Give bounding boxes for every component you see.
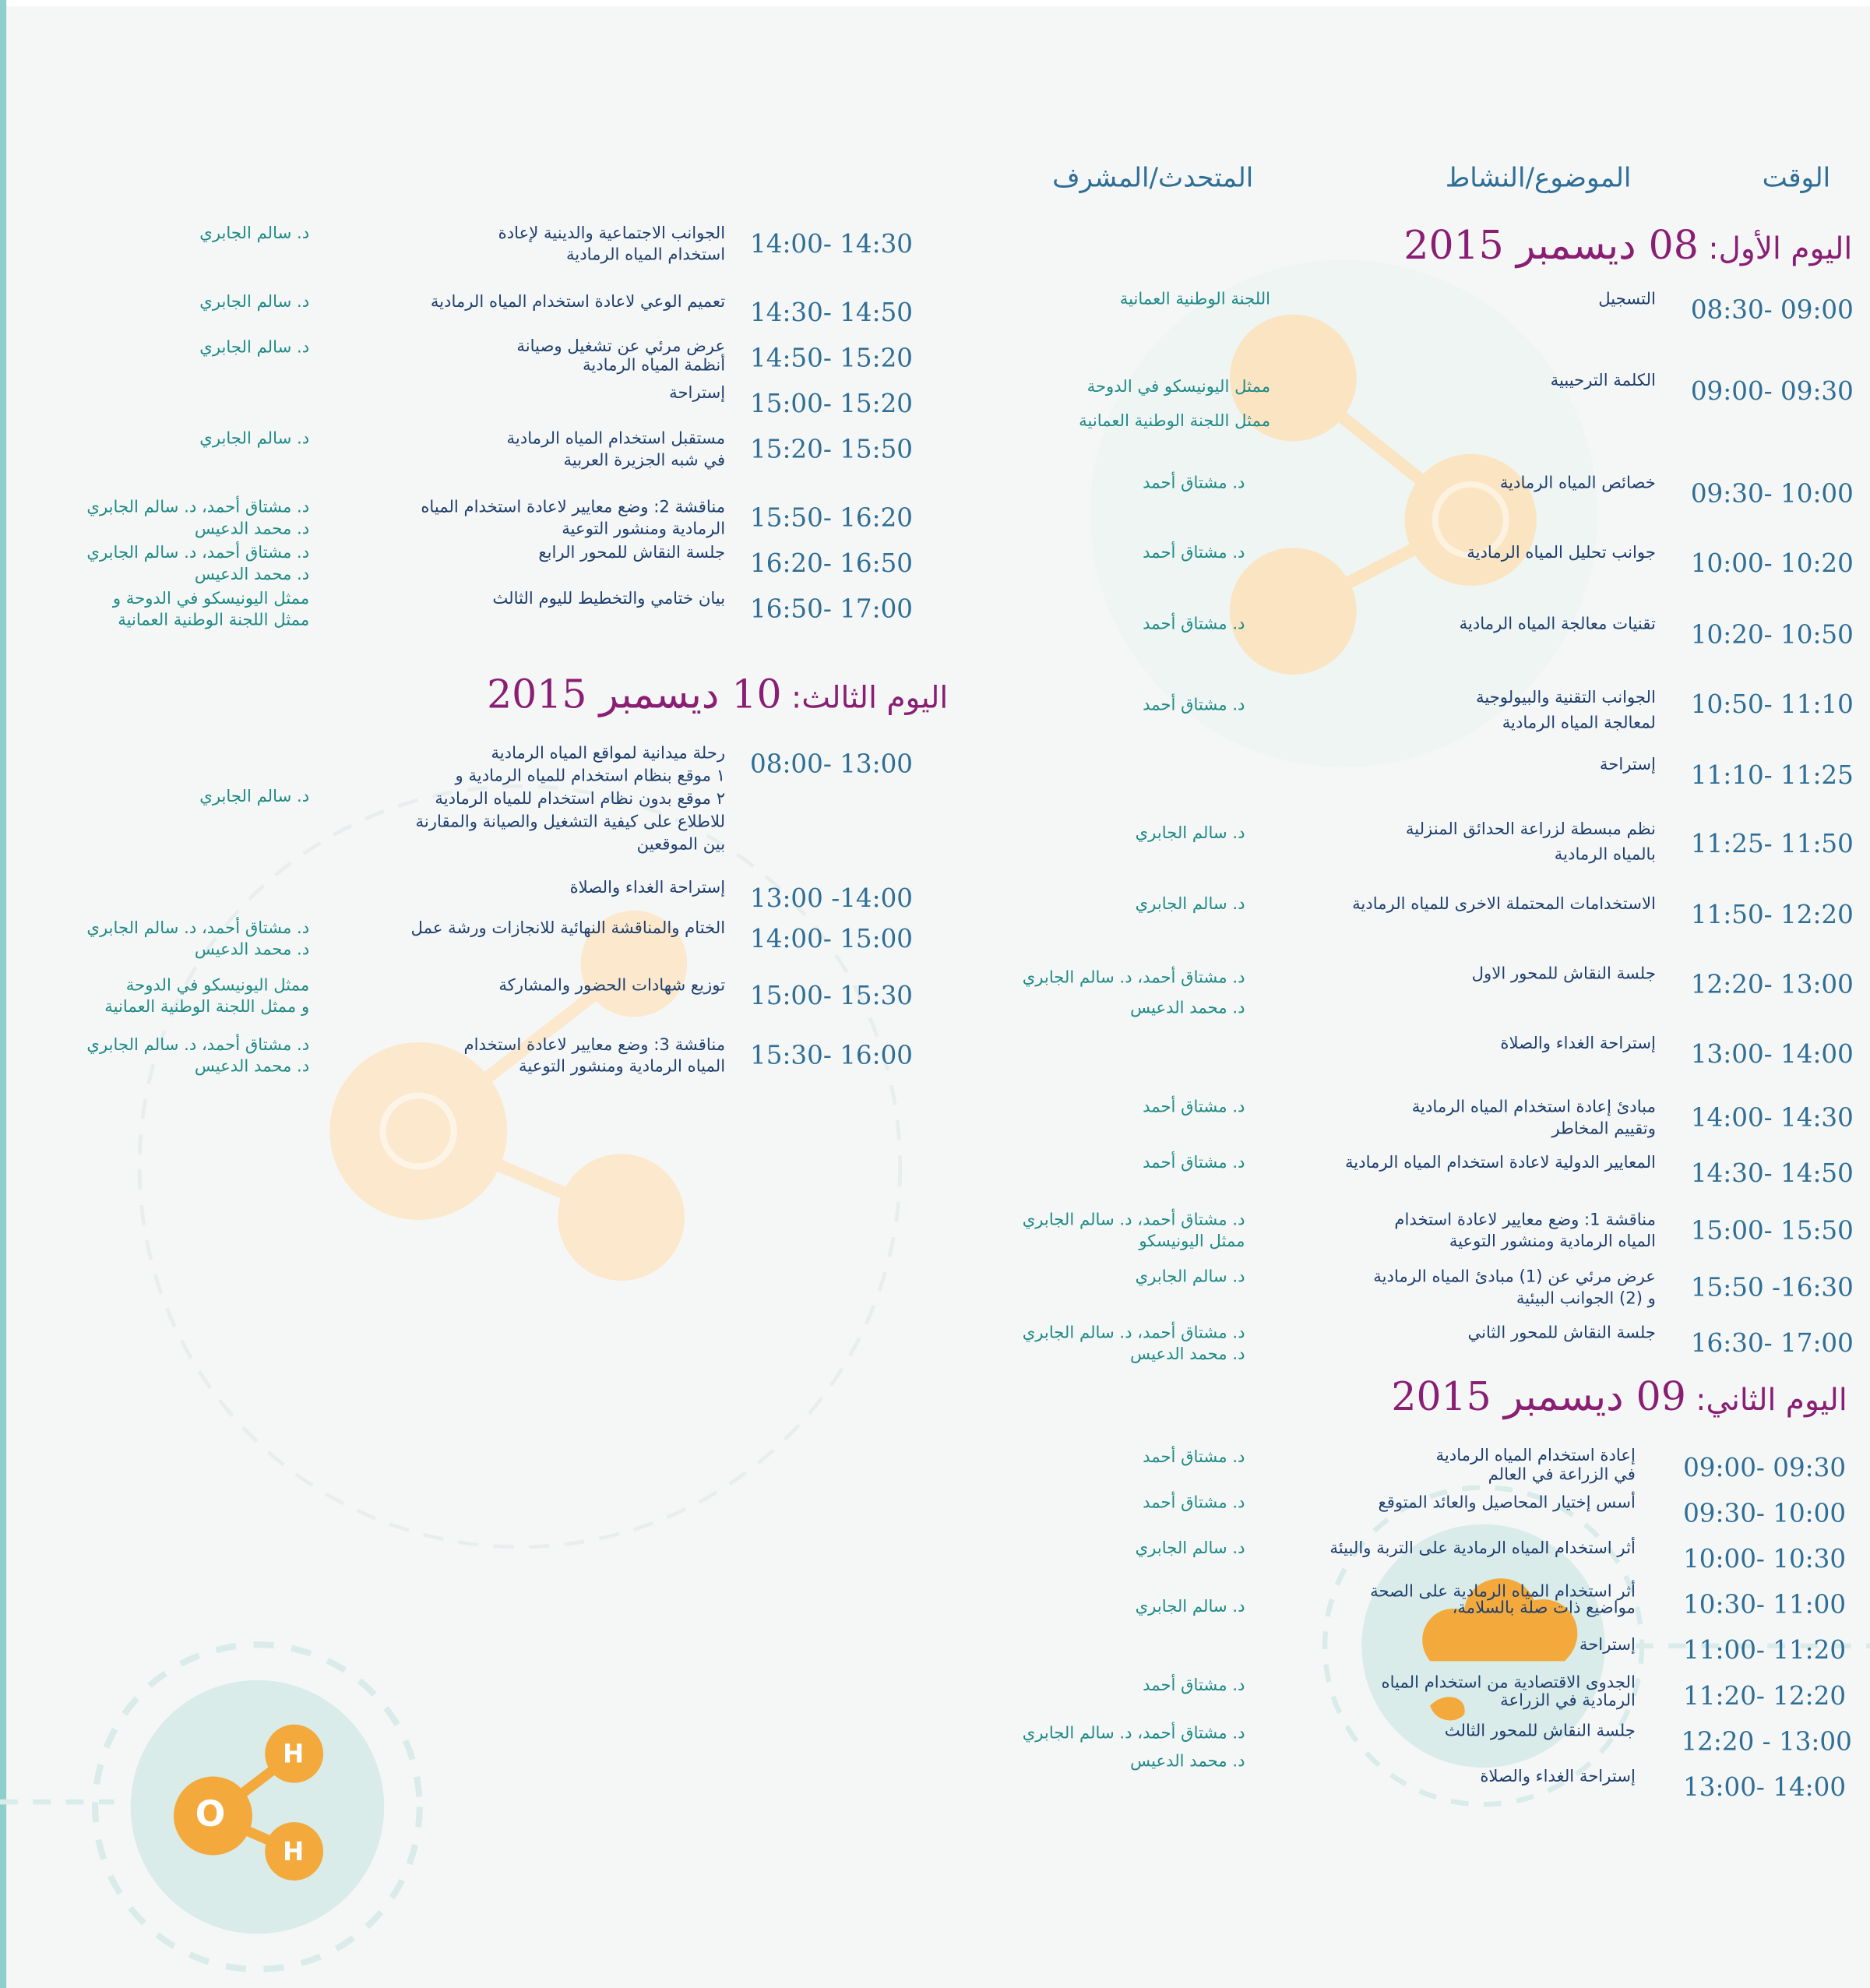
row-time: 10:20- 10:50: [1690, 619, 1854, 650]
row-topic: إعادة استخدام المياه الرمادية في الزراعة في العالم: [1435, 1447, 1636, 1486]
row-time: 15:50- 16:20: [750, 502, 914, 533]
row-speaker: د. مشتاق أحمد، د. سالم الجابري د. محمد الدعيس: [1022, 1324, 1245, 1365]
row-topic: المعايير الدولية لاعادة استخدام المياه الرمادية: [1344, 1154, 1656, 1173]
row-topic: مناقشة 2: وضع معايير لاعادة استخدام المياه الرمادية ومنشور التوعية: [421, 498, 726, 539]
row-speaker: د. سالم الجابري: [199, 224, 310, 244]
row-speaker: د. سالم الجابري: [199, 429, 310, 449]
row-time: 15:00- 15:50: [1690, 1214, 1854, 1246]
row-time: 11:25- 11:50: [1690, 827, 1854, 859]
row-speaker: د. سالم الجابري: [199, 787, 310, 807]
row-topic: التسجيل: [1598, 290, 1656, 310]
header-speaker: المتحدث/المشرف: [1052, 162, 1254, 193]
row-speaker: د. سالم الجابري: [1135, 824, 1245, 844]
row-speaker: د. سالم الجابري: [1135, 1539, 1245, 1559]
row-speaker: د. مشتاق أحمد: [1143, 1154, 1245, 1173]
row-time: 15:00- 15:20: [750, 388, 914, 419]
row-time: 09:30- 10:00: [1690, 478, 1854, 509]
row-topic: الجوانب التقنية والبيولوجية لمعالجة المياه الرمادية: [1475, 688, 1656, 733]
row-speaker: د. مشتاق أحمد: [1143, 1493, 1245, 1513]
row-topic: تعميم الوعي لاعادة استخدام المياه الرمادية: [430, 293, 726, 312]
row-topic: أسس إختيار المحاصيل والعائد المتوقع: [1378, 1493, 1636, 1513]
row-time: 14:00- 14:30: [750, 228, 914, 259]
row-speaker: د. مشتاق أحمد، د. سالم الجابري د. محمد الدعيس: [86, 1035, 310, 1077]
row-topic: جلسة النقاش للمحور الثالث: [1444, 1722, 1636, 1741]
row-speaker: د. سالم الجابري: [1135, 895, 1245, 915]
day-label: اليوم الثاني:: [1696, 1382, 1847, 1418]
row-topic: مستقبل استخدام المياه الرمادية في شبه الجزيرة العربية: [506, 429, 726, 471]
row-time: 10:50- 11:10: [1690, 688, 1854, 719]
row-topic: تقنيات معالجة المياه الرمادية: [1459, 615, 1656, 634]
row-time: 15:20- 15:50: [750, 433, 914, 464]
row-speaker: د. مشتاق أحمد، د. سالم الجابري د. محمد الدعيس: [86, 919, 310, 961]
row-time: 11:10- 11:25: [1690, 760, 1854, 791]
row-time: 14:00- 14:30: [1690, 1102, 1854, 1133]
day-label: اليوم الأول:: [1708, 231, 1853, 266]
row-time: 11:20- 12:20: [1683, 1680, 1847, 1711]
row-time: 09:00- 09:30: [1690, 375, 1854, 406]
row-topic: مناقشة 1: وضع معايير لاعادة استخدام المياه الرمادية ومنشور التوعية: [1394, 1211, 1656, 1252]
row-speaker: د. سالم الجابري: [1135, 1267, 1245, 1288]
row-time: 13:00 -14:00: [750, 882, 914, 914]
row-speaker: د. مشتاق أحمد: [1143, 696, 1245, 716]
row-speaker: ممثل اليونيسكو في الدوحة و ممثل اللجنة الوطنية العمانية: [104, 976, 310, 1017]
row-speaker: د. مشتاق أحمد، د. سالم الجابري د. محمد الدعيس: [86, 498, 310, 539]
row-speaker: د. سالم الجابري: [199, 338, 310, 358]
row-topic: إستراحة الغداء والصلاة: [1500, 1035, 1656, 1054]
row-time: 15:50 -16:30: [1690, 1271, 1854, 1302]
row-topic: جلسة النقاش للمحور الثاني: [1467, 1324, 1656, 1343]
row-speaker: د. مشتاق أحمد: [1143, 474, 1245, 494]
row-speaker: د. مشتاق أحمد، د. سالم الجابري د. محمد الدعيس: [1022, 968, 1245, 1019]
row-topic: نظم مبسطة لزراعة الحدائق المنزلية بالمياه الرمادية: [1405, 820, 1656, 865]
row-speaker: د. مشتاق أحمد: [1143, 1676, 1245, 1696]
day-date: 10 ديسمبر 2015: [487, 671, 782, 718]
row-time: 14:30- 14:50: [750, 296, 914, 327]
row-topic: الجدوى الاقتصادية من استخدام المياه الرمادية في الزراعة: [1381, 1673, 1636, 1711]
row-speaker: د. مشتاق أحمد، د. سالم الجابري د. محمد الدعيس: [86, 544, 310, 585]
row-time: 08:00- 13:00: [750, 748, 914, 779]
atom-h-icon: H: [282, 1836, 305, 1867]
row-time: 16:50- 17:00: [750, 593, 914, 624]
row-time: 16:20- 16:50: [750, 548, 914, 579]
row-speaker: اللجنة الوطنية العمانية: [1119, 290, 1271, 310]
row-topic: الكلمة الترحيبية: [1550, 371, 1656, 391]
row-topic: الختام والمناقشة النهائية للانجازات ورشة عمل: [410, 919, 726, 939]
day-date: 08 ديسمبر 2015: [1403, 223, 1699, 270]
row-topic: عرض مرئي عن تشغيل وصيانة أنظمة المياه الرمادية: [516, 337, 726, 375]
row-topic: إستراحة الغداء والصلاة: [569, 879, 726, 898]
row-time: 11:50- 12:20: [1690, 899, 1854, 930]
row-time: 10:30- 11:00: [1683, 1588, 1847, 1620]
row-time: 10:00- 10:20: [1690, 548, 1854, 579]
row-topic: أثر استخدام المياه الرمادية على الصحة مواضيع ذات صلة بالسلامة،: [1370, 1582, 1636, 1619]
day3-title: [487, 672, 948, 718]
row-time: 12:20 - 13:00: [1681, 1725, 1852, 1757]
row-time: 11:00- 11:20: [1683, 1634, 1847, 1665]
row-topic: مبادئ إعادة استخدام المياه الرمادية وتقييم المخاطر: [1411, 1098, 1656, 1139]
header-topic: الموضوع/النشاط: [1445, 162, 1632, 193]
row-topic: عرض مرئي عن (1) مبادئ المياه الرمادية و (2) الجوانب البيئية: [1373, 1267, 1656, 1309]
row-time: 10:00- 10:30: [1683, 1543, 1847, 1574]
row-time: 16:30- 17:00: [1690, 1327, 1854, 1359]
row-time: 14:50- 15:20: [750, 342, 914, 373]
row-time: 13:00- 14:00: [1690, 1038, 1854, 1070]
day-label: اليوم الثالث:: [791, 679, 949, 716]
row-speaker: د. مشتاق أحمد: [1143, 1098, 1245, 1118]
row-topic: أثر استخدام المياه الرمادية على التربة والبيئة: [1329, 1539, 1636, 1559]
row-topic: بيان ختامي والتخطيط لليوم الثالث: [492, 589, 726, 609]
row-topic: جوانب تحليل المياه الرمادية: [1467, 544, 1656, 563]
row-topic: الجوانب الاجتماعية والدينية لإعادة استخدام المياه الرمادية: [498, 224, 726, 266]
row-speaker: ممثل اليونيسكو في الدوحة ممثل اللجنة الوطنية العمانية: [1079, 378, 1271, 432]
row-speaker: د. مشتاق أحمد، د. سالم الجابري ممثل اليونيسكو: [1022, 1211, 1245, 1252]
header-time: الوقت: [1762, 162, 1831, 193]
row-time: 12:20- 13:00: [1690, 968, 1854, 999]
atom-o-icon: O: [195, 1792, 226, 1835]
row-time: 15:00- 15:30: [750, 980, 914, 1011]
day1-title: [1403, 223, 1852, 269]
row-speaker: د. مشتاق أحمد: [1143, 615, 1245, 634]
row-topic: رحلة ميدانية لمواقع المياه الرمادية ١ موقع بنظام استخدام للمياه الرمادية و ٢ موقع بدون نظام استخدام للمياه الرمادية للاطلاع على كيفية التشغيل والصيانة والمقارنة بين الموقعين: [415, 744, 726, 855]
row-topic: إستراحة الغداء والصلاة: [1480, 1768, 1636, 1787]
row-time: 15:30- 16:00: [750, 1039, 914, 1070]
row-topic: توزيع شهادات الحضور والمشاركة: [498, 976, 726, 996]
row-speaker: د. مشتاق أحمد: [1143, 544, 1245, 563]
row-speaker: د. مشتاق أحمد، د. سالم الجابري د. محمد الدعيس: [1022, 1724, 1245, 1772]
row-time: 14:30- 14:50: [1690, 1158, 1854, 1189]
row-topic: مناقشة 3: وضع معايير لاعادة استخدام المياه الرمادية ومنشور التوعية: [463, 1035, 726, 1077]
row-topic: جلسة النقاش للمحور الرابع: [538, 544, 726, 563]
day2-title: [1391, 1375, 1847, 1421]
row-time: 09:00- 09:30: [1683, 1451, 1847, 1482]
row-topic: إستراحة: [1599, 756, 1656, 775]
row-speaker: ممثل اليونيسكو في الدوحة و ممثل اللجنة الوطنية العمانية: [112, 589, 310, 631]
row-time: 08:30- 09:00: [1690, 294, 1854, 325]
day-date: 09 ديسمبر 2015: [1391, 1374, 1686, 1421]
row-time: 09:30- 10:00: [1683, 1497, 1847, 1528]
row-topic: إستراحة: [669, 384, 726, 404]
row-time: 13:00- 14:00: [1683, 1771, 1847, 1803]
row-topic: خصائص المياه الرمادية: [1499, 474, 1656, 494]
atom-h-icon: H: [282, 1738, 305, 1769]
row-speaker: د. سالم الجابري: [1135, 1598, 1245, 1617]
row-topic: الاستخدامات المحتملة الاخرى للمياه الرمادية: [1352, 895, 1656, 915]
row-topic: إستراحة: [1579, 1635, 1636, 1655]
row-speaker: د. مشتاق أحمد: [1143, 1447, 1245, 1468]
row-time: 14:00- 15:00: [750, 923, 914, 954]
row-topic: جلسة النقاش للمحور الاول: [1471, 964, 1656, 985]
row-speaker: د. سالم الجابري: [199, 293, 310, 312]
